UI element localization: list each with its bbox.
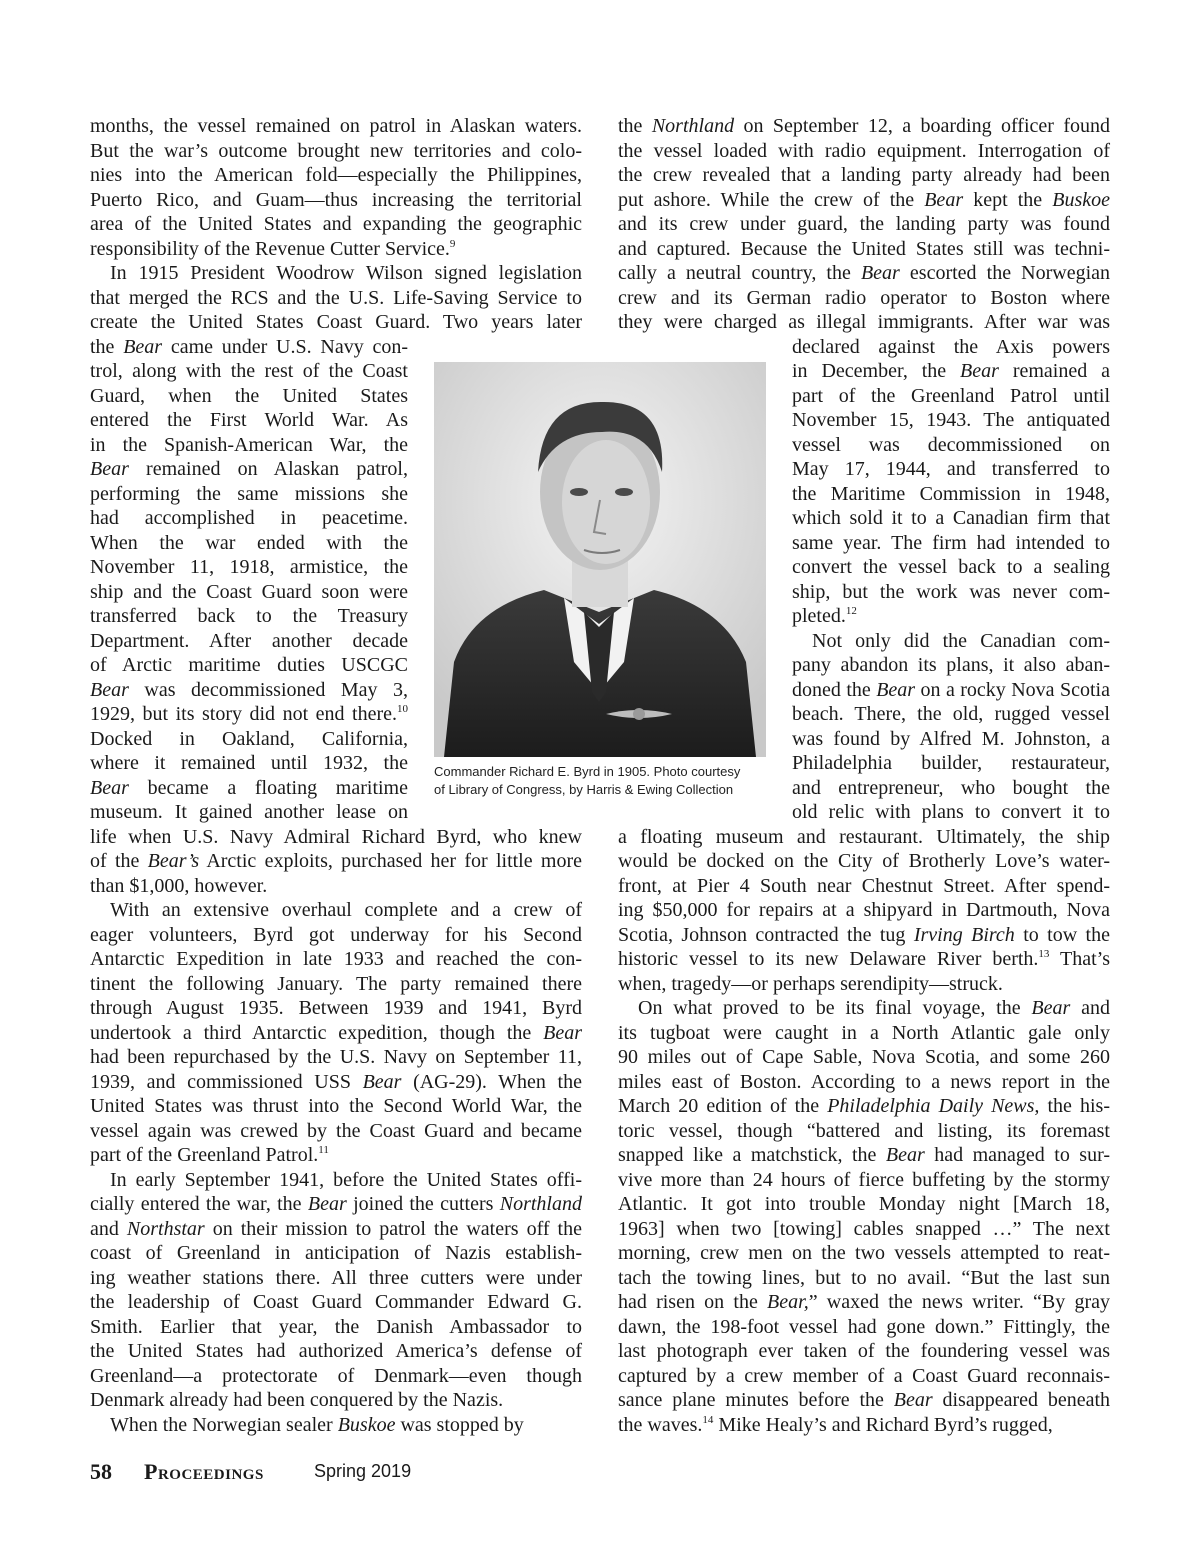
text-line: ship, but the work was never com- <box>792 580 1110 603</box>
text-line: the vessel loaded with radio equipment. Interrogation of <box>618 139 1110 162</box>
italic-title: Buskoe <box>337 1413 396 1436</box>
text-line: the Maritime Commission in 1948, <box>792 482 1110 505</box>
text-line: crew and its German radio operator to Boston where <box>618 286 1110 309</box>
italic-title: Bear <box>362 1070 402 1093</box>
text-line: Not only did the Canadian com- <box>792 629 1110 652</box>
text-line: ship and the Coast Guard soon were <box>90 580 408 603</box>
text-line: part of the Greenland Patrol.$^{11}$ <box>90 1144 329 1166</box>
text-line: snapped like a matchstick, the Bear had managed to sur- <box>618 1144 1110 1166</box>
photo-caption-line: of Library of Congress, by Harris & Ewing Collection <box>434 782 734 797</box>
text-line: life when U.S. Navy Admiral Richard Byrd, who knew <box>90 825 582 848</box>
text-line: 90 miles out of Cape Sable, Nova Scotia, and some 260 <box>618 1046 1110 1068</box>
page-number: 58 <box>90 1459 112 1484</box>
text-line: Antarctic Expedition in late 1933 and reached the con- <box>90 948 582 970</box>
text-line: Atlantic. It got into trouble Monday night [March 18, <box>618 1193 1110 1215</box>
text-line: 1929, but its story did not end there.$^{10}$ <box>90 703 408 725</box>
text-line: create the United States Coast Guard. Two years later <box>90 311 582 333</box>
text-line: which sold it to a Canadian firm that <box>792 507 1110 529</box>
text-line: entered the First World War. As <box>90 409 408 431</box>
text-line: toric vessel, though “battered and listing, its foremast <box>618 1119 1110 1142</box>
text-line: miles east of Boston. According to a news report in the <box>618 1070 1110 1093</box>
text-line: trol, along with the rest of the Coast <box>90 360 408 382</box>
text-line: museum. It gained another lease on <box>90 801 408 823</box>
text-line: in December, the Bear remained a <box>792 360 1111 382</box>
text-line: and captured. Because the United States still was techni- <box>618 237 1110 260</box>
text-line: November 15, 1943. The antiquated <box>792 409 1110 431</box>
text-line: Docked in Oakland, California, <box>90 727 408 750</box>
text-line: Denmark already had been conquered by the Nazis. <box>90 1389 504 1411</box>
italic-title: Bear <box>90 678 129 701</box>
footnote-ref: 11 <box>318 1144 329 1156</box>
text-line: where it remained until 1932, the <box>90 752 408 774</box>
italic-title: Philadelphia Daily News, <box>827 1095 1040 1117</box>
text-line: through August 1935. Between 1939 and 1941, Byrd <box>90 997 582 1019</box>
text-line: of Arctic maritime duties USCGC <box>90 654 408 676</box>
text-line: responsibility of the Revenue Cutter Service.$^9$ <box>90 237 456 260</box>
text-line: Puerto Rico, and Guam—thus increasing the territorial <box>90 188 582 211</box>
text-line: Guard, when the United States <box>90 384 408 407</box>
text-line: and Northstar on their mission to patrol the waters off the <box>90 1217 582 1240</box>
text-line: the Northland on September 12, a boarding officer found <box>618 115 1110 137</box>
italic-title: Northland <box>651 115 735 137</box>
text-line: vive more than 24 hours of fierce buffeting by the stormy <box>618 1168 1110 1191</box>
text-line: In early September 1941, before the United States offi- <box>90 1168 582 1191</box>
photo-caption-line: Commander Richard E. Byrd in 1905. Photo courtesy <box>434 764 741 779</box>
text-line: part of the Greenland Patrol until <box>792 384 1110 407</box>
text-line: the waves.$^{14}$ Mike Healy’s and Richard Byrd’s rugged, <box>618 1413 1053 1436</box>
text-line: ing weather stations there. All three cutters were under <box>90 1266 582 1289</box>
text-line: the United States had authorized America’s defense of <box>90 1340 582 1362</box>
text-line: the Bear came under U.S. Navy con- <box>90 335 408 358</box>
text-line: performing the same missions she <box>90 482 408 505</box>
text-line: historic vessel to its new Delaware River berth.$^{13}$ That’s <box>618 948 1110 970</box>
footnote-ref: 10 <box>397 703 408 715</box>
portrait-illustration <box>434 362 766 757</box>
text-line: same year. The firm had intended to <box>792 531 1110 554</box>
text-line: when, tragedy—or perhaps serendipity—struck. <box>618 972 1003 995</box>
text-line: and entrepreneur, who bought the <box>792 776 1110 799</box>
text-line: May 17, 1944, and transferred to <box>792 458 1110 480</box>
footnote-ref: 14 <box>702 1413 714 1426</box>
text-line: the leadership of Coast Guard Commander Edward G. <box>90 1291 582 1313</box>
text-line: put ashore. While the crew of the Bear kept the Buskoe <box>618 188 1110 211</box>
italic-title: Bear <box>924 188 964 211</box>
text-line: undertook a third Antarctic expedition, though the Bear <box>90 1021 582 1044</box>
text-line: ing $50,000 for repairs at a shipyard in Dartmouth, Nova <box>618 899 1110 921</box>
text-line: pleted.$^{12}$ <box>792 605 857 627</box>
text-line: convert the vessel back to a sealing <box>792 556 1110 578</box>
issue-season: Spring 2019 <box>314 1461 412 1481</box>
italic-title: Bear’s <box>147 850 200 872</box>
text-line: and its crew under guard, the landing party was found <box>618 213 1110 235</box>
magazine-name: Proceedings <box>144 1459 264 1484</box>
text-line: than $1,000, however. <box>90 874 268 897</box>
text-line: tach the towing lines, but to no avail. “But the last sun <box>618 1266 1110 1289</box>
text-line: Greenland—a protectorate of Denmark—even though <box>90 1364 582 1387</box>
text-line: When the Norwegian sealer Buskoe was stopped by <box>90 1413 524 1436</box>
italic-title: Northstar <box>126 1217 205 1240</box>
text-line: tinent the following January. The party remained there <box>90 972 582 995</box>
footnote-ref: 9 <box>449 237 456 250</box>
italic-title: Bear <box>885 1144 925 1166</box>
text-line: the crew revealed that a landing party already had been <box>618 164 1110 186</box>
italic-title: Bear <box>1031 997 1071 1019</box>
text-line: a floating museum and restaurant. Ultimately, the ship <box>618 825 1110 848</box>
text-line: months, the vessel remained on patrol in Alaskan waters. <box>90 115 582 137</box>
text-line: sance plane minutes before the Bear disappeared beneath <box>618 1389 1111 1411</box>
text-line: declared against the Axis powers <box>792 335 1110 358</box>
text-line: Bear became a floating maritime <box>90 776 408 799</box>
text-line: With an extensive overhaul complete and a crew of <box>90 899 582 921</box>
text-line: had been repurchased by the U.S. Navy on September 11, <box>90 1046 582 1068</box>
text-line: When the war ended with the <box>90 531 408 554</box>
italic-title: Bear <box>543 1021 582 1044</box>
text-line: nies into the American fold—especially the Philippines, <box>90 164 582 186</box>
text-line: had accomplished in peacetime. <box>90 507 408 529</box>
text-line: In 1915 President Woodrow Wilson signed legislation <box>90 262 582 284</box>
text-line: United States was thrust into the Second World War, the <box>90 1095 582 1117</box>
italic-title: Bear, <box>767 1291 809 1313</box>
italic-title: Buskoe <box>1052 188 1110 211</box>
italic-title: Bear <box>960 360 999 382</box>
italic-title: Bear <box>893 1389 933 1411</box>
text-line: vessel again was crewed by the Coast Guard and became <box>90 1119 582 1142</box>
text-line: had risen on the Bear,” waxed the news writer. “By gray <box>618 1291 1111 1313</box>
text-line: Smith. Earlier that year, the Danish Ambassador to <box>90 1315 582 1338</box>
text-line: vessel was decommissioned on <box>792 433 1110 456</box>
text-line: coast of Greenland in anticipation of Nazis establish- <box>90 1242 582 1264</box>
text-line: Philadelphia builder, restaurateur, <box>792 752 1110 774</box>
text-line: Scotia, Johnson contracted the tug Irving Birch to tow the <box>618 923 1110 946</box>
footnote-ref: 13 <box>1038 948 1050 960</box>
italic-title: Northland <box>499 1193 582 1215</box>
text-line: pany abandon its plans, it also aban- <box>792 654 1110 676</box>
text-line: eager volunteers, Byrd got underway for his Second <box>90 923 582 946</box>
text-line: front, at Pier 4 South near Chestnut Street. After spend- <box>618 874 1110 897</box>
text-line: March 20 edition of the Philadelphia Daily News, the his- <box>618 1095 1110 1117</box>
text-line: they were charged as illegal immigrants. After war was <box>618 311 1110 333</box>
text-line: its tugboat were caught in a North Atlantic gale only <box>618 1021 1110 1044</box>
italic-title: Bear <box>90 458 129 480</box>
text-line: But the war’s outcome brought new territories and colo- <box>90 139 582 162</box>
text-line: was found by Alfred M. Johnston, a <box>792 727 1110 750</box>
text-line: 1963] when two [towing] cables snapped …” The next <box>618 1217 1110 1240</box>
text-line: would be docked on the City of Brotherly Love’s water- <box>618 850 1110 872</box>
text-line: cially entered the war, the Bear joined the cutters Northland <box>90 1193 582 1215</box>
italic-title: Bear <box>876 678 916 701</box>
text-line: Bear was decommissioned May 3, <box>90 678 408 701</box>
text-line: morning, crew men on the two vessels attempted to reat- <box>618 1242 1110 1264</box>
italic-title: Bear <box>307 1193 347 1215</box>
text-line: cally a neutral country, the Bear escorted the Norwegian <box>618 262 1111 284</box>
text-line: captured by a crew member of a Coast Guard reconnais- <box>618 1364 1110 1387</box>
portrait-photo <box>434 362 766 757</box>
text-line: 1939, and commissioned USS Bear (AG-29). When the <box>90 1070 582 1093</box>
text-line: old relic with plans to convert it to <box>792 801 1110 823</box>
text-line: of the Bear’s Arctic exploits, purchased her for little more <box>90 850 582 872</box>
footnote-ref: 12 <box>845 605 857 617</box>
italic-title: Bear <box>123 335 163 358</box>
text-line: dawn, the 198-foot vessel had gone down.” Fittingly, the <box>618 1315 1110 1338</box>
text-line: November 11, 1918, armistice, the <box>90 556 408 578</box>
text-line: transferred back to the Treasury <box>90 605 408 627</box>
text-line: area of the United States and expanding the geographic <box>90 213 582 235</box>
text-line: Bear remained on Alaskan patrol, <box>90 458 408 480</box>
italic-title: Bear <box>860 262 900 284</box>
text-line: that merged the RCS and the U.S. Life-Saving Service to <box>90 286 582 309</box>
text-line: Department. After another decade <box>90 629 408 652</box>
text-line: On what proved to be its final voyage, the Bear and <box>618 997 1110 1019</box>
text-line: in the Spanish-American War, the <box>90 433 408 456</box>
text-line: beach. There, the old, rugged vessel <box>792 703 1110 725</box>
italic-title: Bear <box>90 776 129 799</box>
italic-title: Irving Birch <box>913 923 1015 946</box>
text-line: doned the Bear on a rocky Nova Scotia <box>792 678 1110 701</box>
text-line: last photograph ever taken of the foundering vessel was <box>618 1340 1110 1362</box>
